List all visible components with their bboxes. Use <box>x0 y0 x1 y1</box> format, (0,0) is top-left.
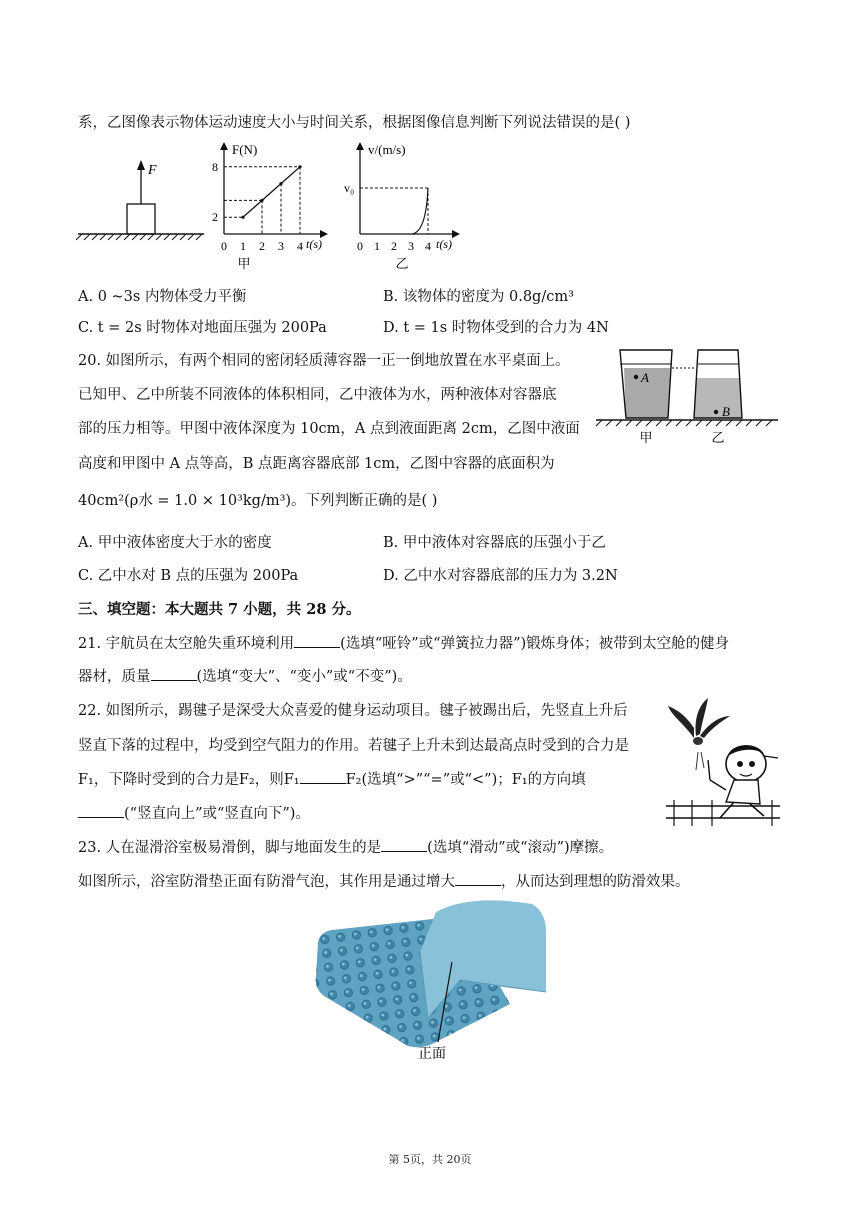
f-t-xtick-label: 3 <box>278 239 284 253</box>
q20-line-3: 部的压力相等。甲图中液体深度为 10cm，A 点到液面距离 2cm，乙图中液面 <box>78 421 580 437</box>
v-t-caption: 乙 <box>395 256 409 270</box>
q21-line-2 <box>78 665 412 686</box>
q20-option-d[interactable]: D. 乙中水对容器底部的压力为 3.2N <box>383 568 618 584</box>
q19-option-a[interactable]: A. 0 ~3s 内物体受力平衡 <box>78 289 247 305</box>
f-t-data-point <box>298 165 301 168</box>
q23-blank-1[interactable] <box>381 839 427 852</box>
containers-figure <box>594 340 780 450</box>
q19-option-c[interactable]: C. t = 2s 时物体对地面压强为 200Pa <box>78 320 327 336</box>
v-t-xtick-label: 4 <box>425 239 431 253</box>
q23-text-1a: 23. 人在湿滑浴室极易滑倒，脚与地面发生的是 <box>78 840 382 856</box>
q20-line-4: 高度和甲图中 A 点等高，B 点距离容器底部 1cm，乙图中容器的底面积为 <box>78 456 555 472</box>
f-t-graph <box>210 138 332 270</box>
force-label: F <box>148 163 157 178</box>
f-t-data-point <box>260 199 263 202</box>
q22-text-3a: F₁，下降时受到的合力是F₂，则F₁ <box>78 772 300 788</box>
q21-text-1b: (选填“哑铃”或“弹簧拉力器”)锻炼身体；被带到太空舱的健身 <box>340 636 730 652</box>
shuttlecock-figure <box>664 694 782 828</box>
q20-option-a[interactable]: A. 甲中液体密度大于水的密度 <box>78 535 272 551</box>
f-t-ytick-label: 2 <box>212 210 218 225</box>
f-t-data-point <box>279 182 282 185</box>
v-t-xtick-label: 2 <box>391 239 397 253</box>
v-t-xlabel: t(s) <box>436 237 452 251</box>
q19-option-b[interactable]: B. 该物体的密度为 0.8g/cm³ <box>383 289 574 305</box>
q19-option-d[interactable]: D. t = 1s 时物体受到的合力为 4N <box>383 320 609 336</box>
q20-option-c[interactable]: C. 乙中水对 B 点的压强为 200Pa <box>78 568 299 584</box>
q23-text-2b: ，从而达到理想的防滑效果。 <box>501 874 690 890</box>
q23-blank-2[interactable] <box>455 873 501 886</box>
v-t-ylabel: v/(m/s) <box>368 142 406 157</box>
q22-line-2: 竖直下落的过程中，均受到空气阻力的作用。若毽子上升未到达最高点时受到的合力是 <box>78 738 629 754</box>
q20-line-5: 40cm²(ρ水 = 1.0 × 10³kg/m³)。下列判断正确的是( ) <box>78 493 438 509</box>
page-footer: 第 5页，共 20页 <box>388 1153 472 1166</box>
q21-line-1 <box>78 632 729 653</box>
v-t-xtick-label: 0 <box>357 239 363 253</box>
container-yi-caption: 乙 <box>711 430 725 445</box>
f-t-data-point <box>241 216 244 219</box>
section-3-heading: 三、填空题：本大题共 7 小题，共 28 分。 <box>78 601 361 618</box>
f-t-xtick-label: 2 <box>259 239 265 253</box>
q21-text-2a: 器材，质量 <box>78 669 151 685</box>
q23-text-2a: 如图所示，浴室防滑垫正面有防滑气泡，其作用是通过增大 <box>78 874 455 890</box>
q20-line-2: 已知甲、乙中所装不同液体的体积相同，乙中液体为水，两种液体对容器底 <box>78 387 557 403</box>
container-jia-caption: 甲 <box>639 430 653 445</box>
v-t-xtick-label: 3 <box>408 239 414 253</box>
q19-intro: 系，乙图像表示物体运动速度大小与时间关系，根据图像信息判断下列说法错误的是( ) <box>78 115 631 131</box>
point-a-label: A <box>641 370 649 385</box>
f-t-ylabel: F(N) <box>232 142 258 157</box>
point-b-label: B <box>722 404 730 419</box>
q21-blank-1[interactable] <box>294 635 340 648</box>
f-t-xtick-label: 1 <box>240 239 246 253</box>
v-t-xtick-label: 1 <box>374 239 380 253</box>
f-t-ytick-label: 8 <box>212 159 218 174</box>
q22-blank-1[interactable] <box>300 771 346 784</box>
q22-line-4 <box>78 802 310 823</box>
bath-mat-figure <box>310 892 550 1064</box>
q23-line-1 <box>78 836 613 857</box>
q22-blank-2[interactable] <box>78 805 124 818</box>
block-force-figure <box>76 150 208 242</box>
v-t-graph <box>340 138 468 270</box>
q23-text-1b: (选填“滑动”或“滚动”)摩擦。 <box>427 840 614 856</box>
q21-blank-2[interactable] <box>151 668 197 681</box>
f-t-xlabel: t(s) <box>306 237 322 251</box>
q22-text-4b: (“竖直向上”或“竖直向下”)。 <box>124 806 310 822</box>
q22-text-3b: F₂(选填“>”“=”或“<”)；F₁的方向填 <box>345 772 586 788</box>
v-t-ytick: v₀ <box>344 181 355 195</box>
q21-text-1a: 21. 宇航员在太空舱失重环境利用 <box>78 636 295 652</box>
f-t-data-line <box>243 167 300 217</box>
q23-line-2 <box>78 870 690 891</box>
mat-front-label: 正面 <box>418 1047 446 1062</box>
q20-option-b[interactable]: B. 甲中液体对容器底的压强小于乙 <box>383 535 606 551</box>
q20-line-1: 20. 如图所示，有两个相同的密闭轻质薄容器一正一倒地放置在水平桌面上。 <box>78 353 570 369</box>
f-t-caption: 甲 <box>237 256 251 270</box>
f-t-xtick-label: 0 <box>221 239 227 253</box>
q21-text-2b: (选填“变大”、“变小”或“不变”)。 <box>196 669 412 685</box>
q22-line-1: 22. 如图所示，踢毽子是深受大众喜爱的健身运动项目。毽子被踢出后，先竖直上升后 <box>78 703 628 719</box>
q22-line-3 <box>78 768 586 789</box>
f-t-xtick-label: 4 <box>297 239 303 253</box>
